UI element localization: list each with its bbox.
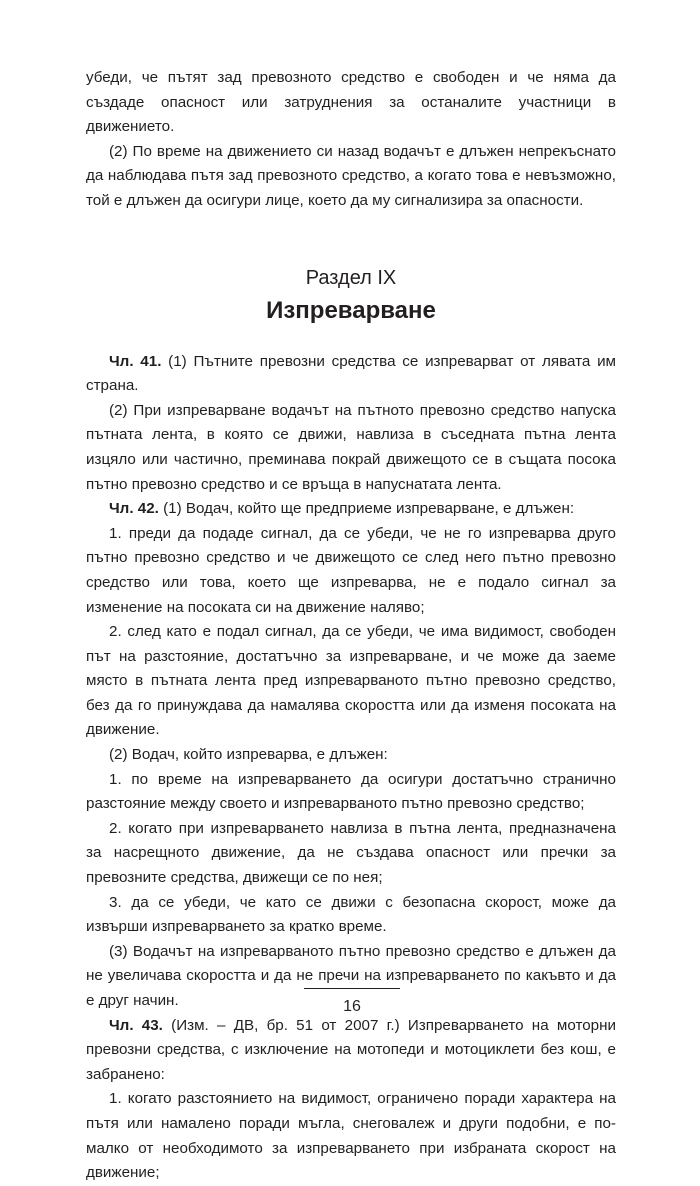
- footer-divider: [304, 988, 400, 989]
- article-42-label: Чл. 42.: [109, 500, 159, 518]
- article-42-para-2-item-2: 2. когато при изпреварването навлиза в пътна лента, предназначена за насрещното движение, да не създава опасност или пречки за превозните средства, движещи се по нея;: [86, 819, 616, 887]
- paragraph-continued: убеди, че пътят зад превозното средство е свободен и че няма да създаде опасност или затруднения за останалите участници в движението.: [86, 69, 616, 136]
- article-42-text: (1) Водач, който ще предприеме изпреварване, е длъжен:: [158, 500, 575, 518]
- page-number: 16: [343, 998, 361, 1015]
- article-42-para-2-item-3: 3. да се убеди, че като се движи с безопасна скорост, може да извърши изпреварването за кратко време.: [86, 893, 616, 936]
- article-42-para-3: (3) Водачът на изпреварваното пътно превозно средство е длъжен да не увеличава скоростта и да не пречи на изпреварването по какъвто и да е друг начин.: [86, 942, 616, 1009]
- article-41-para-1: [86, 350, 616, 399]
- article-41-label: Чл. 41.: [109, 352, 162, 370]
- article-43-label: Чл. 43.: [109, 1016, 163, 1034]
- article-42-para-2: (2) Водач, който изпреварва, е длъжен:: [109, 746, 388, 764]
- article-42-item-1: 1. преди да подаде сигнал, да се убеди, че не го изпреварва друго пътно превозно средство и че движещото се след него пътно превозно средство или това, което ще изпреварва, не е подало сигнал за изменение на посоката си на движение наляво;: [86, 524, 616, 616]
- section-title: Изпреварване: [266, 296, 436, 324]
- article-42-para-1: [86, 497, 616, 522]
- article-43-item-1: 1. когато разстоянието на видимост, ограничено поради характера на пътя или намалено поради мъгла, снеговалеж и други подобни, е по-малко от необходимото за изпреварването при избраната скорост на движение;: [86, 1090, 616, 1182]
- article-42-item-2: 2. след като е подал сигнал, да се убеди, че има видимост, свободен път на разстояние, достатъчно за изпреварване, и че може да заеме място в пътната лента пред изпреварваното пътно превозно средство, без да го принуждава да намалява скоростта или да изменя посоката на движение.: [86, 623, 616, 739]
- paragraph-reverse-driving: (2) По време на движението си назад водачът е длъжен непрекъснато да наблюдава пътя зад превозното средство, а когато това е невъзможно, той е длъжен да осигури лице, което да му сигнализира за опасности.: [86, 142, 616, 209]
- article-41-text: (1) Пътните превозни средства се изпреварват от лявата им страна.: [86, 352, 616, 395]
- section-number: Раздел IX: [305, 266, 397, 289]
- document-page: [86, 66, 616, 1186]
- article-41-para-2: (2) При изпреварване водачът на пътното превозно средство напуска пътната лента, в която се движи, навлиза в съседната пътна лента изцяло или частично, преминава покрай движещото се в същата посока пътно превозно средство и се връща в напуснатата лента.: [86, 401, 616, 493]
- article-43-para-1: [86, 1014, 616, 1088]
- article-42-para-2-item-1: 1. по време на изпреварването да осигури достатъчно странично разстояние между своето и изпреварваното пътно превозно средство;: [86, 770, 616, 813]
- article-43-text: (Изм. – ДВ, бр. 51 от 2007 г.) Изпреварването на моторни превозни средства, с изключение на мотопеди и мотоциклети без кош, е забранено:: [86, 1016, 616, 1083]
